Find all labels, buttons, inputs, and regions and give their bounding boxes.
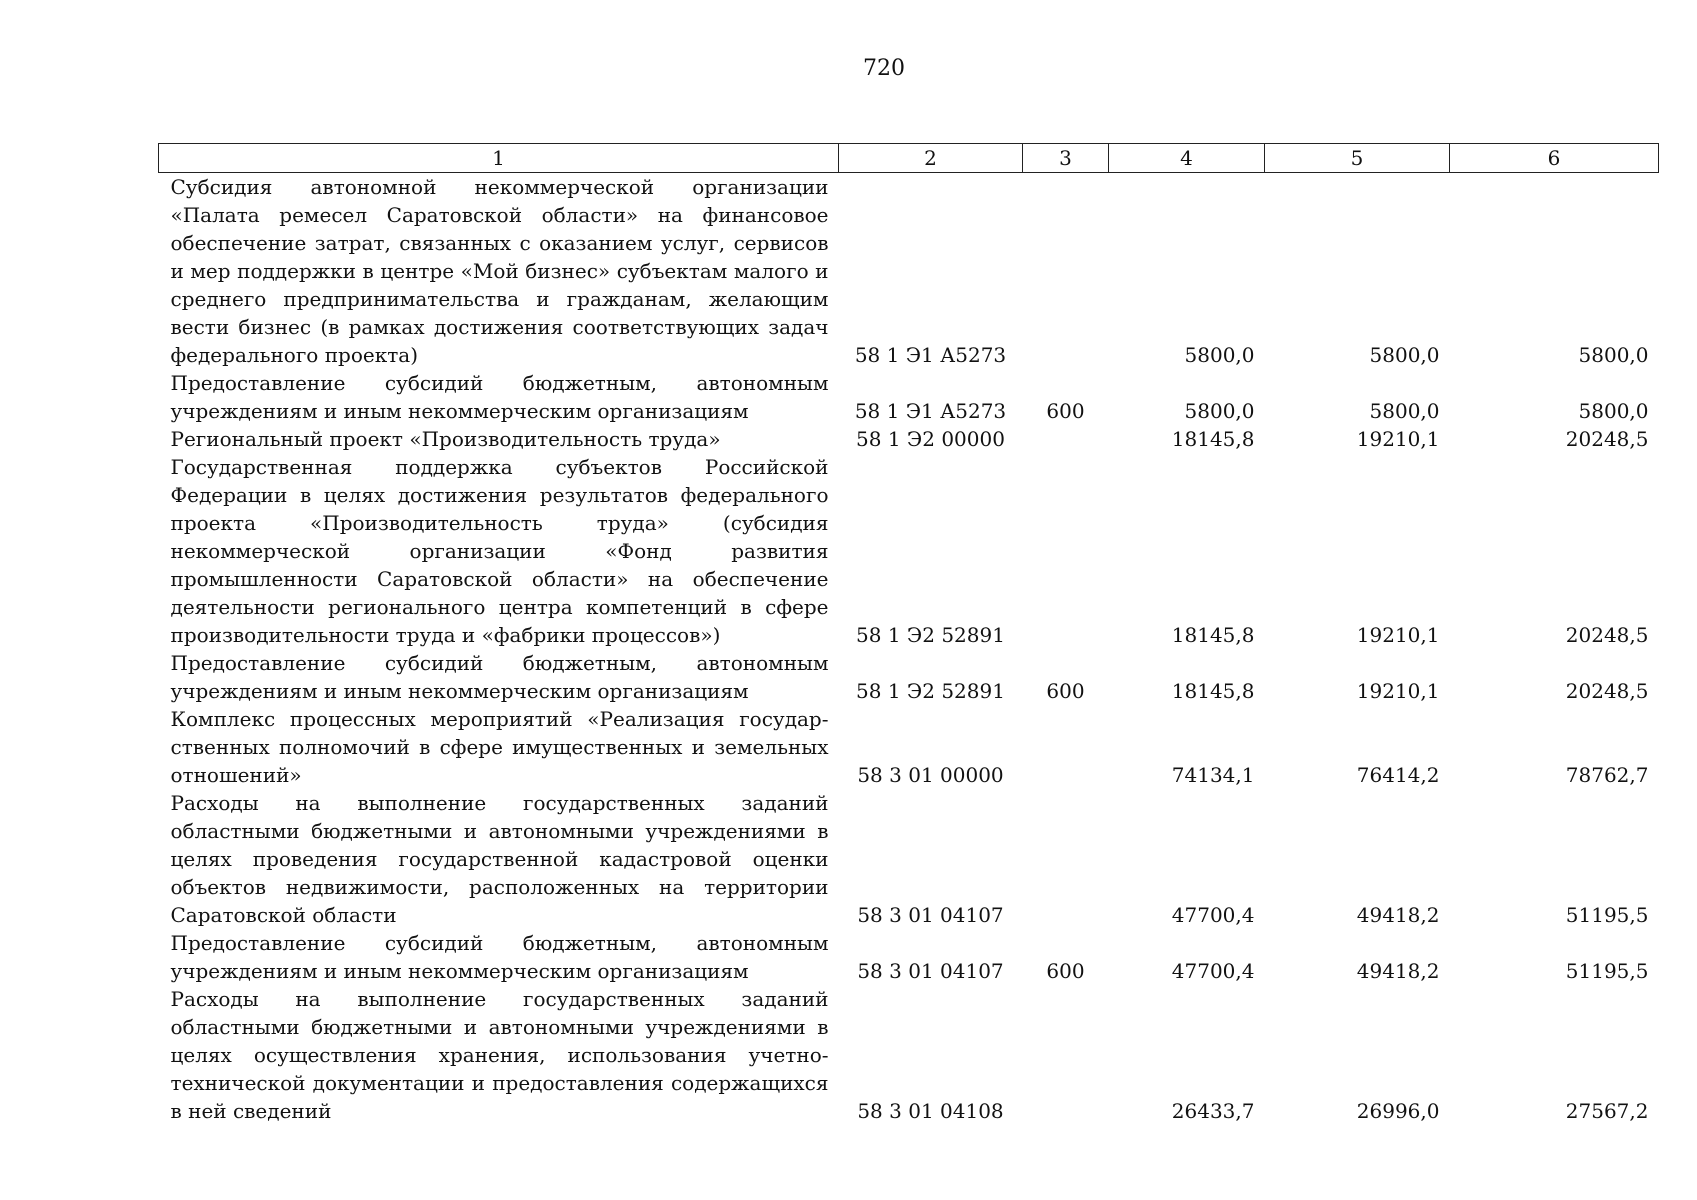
row-value-col5: 76414,2 <box>1356 763 1440 787</box>
row-value-col5: 49418,2 <box>1356 959 1440 983</box>
row-expense-type: 600 <box>1046 399 1085 423</box>
row-expense-type <box>1023 425 1109 453</box>
row-value-col4: 47700,4 <box>1171 959 1255 983</box>
row-code: 58 1 Э1 А5273 <box>854 343 1007 367</box>
table-row <box>159 789 1659 929</box>
row-value-col6: 5800,0 <box>1578 399 1649 423</box>
column-header-4: 4 <box>1109 144 1265 173</box>
table-row <box>159 425 1659 453</box>
row-code: 58 1 Э2 00000 <box>856 427 1005 451</box>
column-header-6: 6 <box>1450 144 1659 173</box>
row-description: Субсидия автономной некоммерческой организации «Палата ремесел Саратовской области» на финансовое обеспечение затрат, связанных с оказанием услуг, сервисов и мер поддержки в центре «Мой бизнес» субъектам малого и среднего предпринимательства и гражданам, желающим вести бизнес (в рамках достижения соответствующих задач федерального проекта) <box>170 175 829 367</box>
row-value-col4: 18145,8 <box>1171 679 1255 703</box>
row-code: 58 1 Э2 52891 <box>856 679 1005 703</box>
row-value-col6: 51195,5 <box>1565 903 1649 927</box>
table-row <box>159 173 1659 370</box>
column-header-3: 3 <box>1023 144 1109 173</box>
row-expense-type: 600 <box>1046 959 1085 983</box>
row-value-col6: 20248,5 <box>1565 427 1649 451</box>
row-value-col4: 47700,4 <box>1171 903 1255 927</box>
table-row <box>159 929 1659 985</box>
row-code: 58 3 01 04107 <box>857 903 1004 927</box>
row-code: 58 3 01 00000 <box>857 763 1004 787</box>
row-value-col5: 5800,0 <box>1369 399 1440 423</box>
table-row <box>159 705 1659 789</box>
row-value-col6: 27567,2 <box>1565 1099 1649 1123</box>
row-expense-type <box>1023 789 1109 929</box>
table-row <box>159 453 1659 649</box>
row-description: Комплекс процессных мероприятий «Реализация государственных полномочий в сфере имущественных и земельных отношений» <box>170 707 829 787</box>
row-value-col6: 20248,5 <box>1565 679 1649 703</box>
row-value-col5: 19210,1 <box>1356 679 1440 703</box>
row-expense-type <box>1023 173 1109 370</box>
row-expense-type <box>1023 705 1109 789</box>
row-description: Государственная поддержка субъектов Российской Федерации в целях достижения результатов федерального проекта «Производительность труда» (субсидия некоммерческой организации «Фонд развития промышленности Саратовской области» на обеспечение деятельности регионального центра компетенций в сфере производительности труда и «фабрики процессов») <box>170 455 829 647</box>
row-value-col6: 5800,0 <box>1578 343 1649 367</box>
row-value-col4: 18145,8 <box>1171 427 1255 451</box>
row-value-col5: 49418,2 <box>1356 903 1440 927</box>
row-expense-type: 600 <box>1046 679 1085 703</box>
table-body <box>159 173 1659 1126</box>
row-value-col5: 19210,1 <box>1356 427 1440 451</box>
row-code: 58 3 01 04107 <box>857 959 1004 983</box>
row-description: Предоставление субсидий бюджетным, автономным учреждениям и иным некоммерческим организациям <box>170 371 829 423</box>
row-value-col4: 5800,0 <box>1184 399 1255 423</box>
table-header-row <box>159 144 1659 173</box>
row-code: 58 3 01 04108 <box>857 1099 1004 1123</box>
row-expense-type <box>1023 453 1109 649</box>
row-value-col5: 19210,1 <box>1356 623 1440 647</box>
column-header-5: 5 <box>1265 144 1450 173</box>
row-description: Расходы на выполнение государственных заданий областными бюджетными и автономными учреждениями в целях осуществления хранения, использования учетно-технической документации и предоставления содержащихся в ней сведений <box>170 987 829 1123</box>
row-value-col4: 5800,0 <box>1184 343 1255 367</box>
row-code: 58 1 Э2 52891 <box>856 623 1005 647</box>
table-row <box>159 985 1659 1125</box>
page-number: 720 <box>863 56 905 81</box>
table-row <box>159 369 1659 425</box>
row-description: Предоставление субсидий бюджетным, автономным учреждениям и иным некоммерческим организациям <box>170 651 829 703</box>
row-description: Предоставление субсидий бюджетным, автономным учреждениям и иным некоммерческим организациям <box>170 931 829 983</box>
budget-table <box>158 143 1659 1125</box>
row-value-col4: 26433,7 <box>1171 1099 1255 1123</box>
row-code: 58 1 Э1 А5273 <box>854 399 1007 423</box>
row-value-col6: 20248,5 <box>1565 623 1649 647</box>
row-value-col6: 78762,7 <box>1565 763 1649 787</box>
row-value-col5: 5800,0 <box>1369 343 1440 367</box>
column-header-1: 1 <box>159 144 839 173</box>
table-row <box>159 649 1659 705</box>
row-expense-type <box>1023 985 1109 1125</box>
row-value-col5: 26996,0 <box>1356 1099 1440 1123</box>
column-header-2: 2 <box>839 144 1023 173</box>
row-value-col4: 74134,1 <box>1171 763 1255 787</box>
row-description: Расходы на выполнение государственных заданий областными бюджетными и автономными учреждениями в целях проведения государственной кадастровой оценки объектов недвижимости, расположенных на территории Саратовской области <box>170 791 829 927</box>
row-value-col4: 18145,8 <box>1171 623 1255 647</box>
row-description: Региональный проект «Производительность труда» <box>170 427 721 451</box>
row-value-col6: 51195,5 <box>1565 959 1649 983</box>
